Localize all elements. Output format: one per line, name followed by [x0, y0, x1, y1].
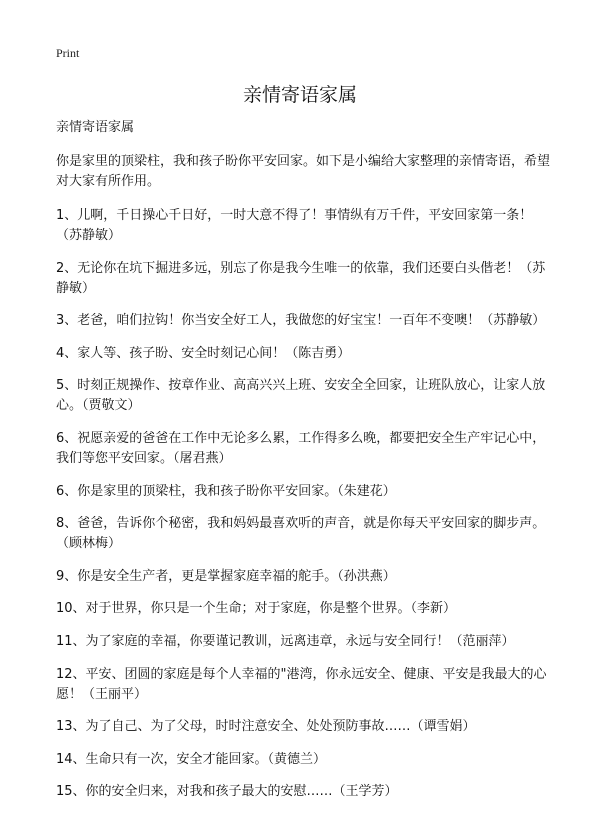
message-item: 14、生命只有一次，安全才能回家。（黄德兰）	[56, 751, 327, 767]
message-item: 6、你是家里的顶梁柱，我和孩子盼你平安回家。（朱建花）	[56, 483, 396, 499]
document-title: 亲情寄语家属	[242, 84, 357, 106]
intro-paragraph: 你是家里的顶梁柱，我和孩子盼你平安回家。如下是小编给大家整理的亲情寄语，希望对大家有所作用。	[56, 154, 551, 189]
message-item: 13、为了自己、为了父母，时时注意安全、处处预防事故……（谭雪娟）	[56, 719, 476, 735]
message-item: 12、平安、团圆的家庭是每个人幸福的"港湾，你永远安全、健康、平安是我最大的心愿！（王丽平）	[56, 666, 547, 702]
message-item: 6、祝愿亲爱的爸爸在工作中无论多么累，工作得多么晚，都要把安全生产牢记心中，我们等您平安回家。（屠君燕）	[56, 430, 546, 466]
message-item: 4、家人等、孩子盼、安全时刻记心间！（陈吉勇）	[56, 345, 351, 361]
message-item: 15、你的安全归来，对我和孩子最大的安慰……（王学芳）	[56, 784, 398, 800]
message-item: 5、时刻正规操作、按章作业、高高兴兴上班、安安全全回家，让班队放心，让家人放心。（贾敬文）	[56, 378, 546, 414]
print-label: Print	[56, 46, 80, 60]
message-item: 10、对于世界，你只是一个生命；对于家庭，你是整个世界。（李新）	[56, 601, 457, 617]
document-body	[56, 118, 550, 815]
message-item: 8、爸爸，告诉你个秘密，我和妈妈最喜欢听的声音，就是你每天平安回家的脚步声。（顾林梅）	[56, 516, 546, 552]
message-item: 3、老爸，咱们拉钩！你当安全好工人，我做您的好宝宝！一百年不变噢！（苏静敏）	[56, 313, 546, 329]
message-item: 9、你是安全生产者，更是掌握家庭幸福的舵手。（孙洪燕）	[56, 568, 396, 584]
message-item: 2、无论你在坑下掘进多远，别忘了你是我今生唯一的依靠，我们还要白头偕老！（苏静敏）	[56, 260, 546, 296]
message-item: 11、为了家庭的幸福，你要谨记教训，远离违章，永远与安全同行！（范丽萍）	[56, 633, 515, 649]
message-item: 1、儿啊，千日操心千日好，一时大意不得了！事情纵有万千件，平安回家第一条！（苏静敏）	[56, 208, 533, 243]
document-subtitle: 亲情寄语家属	[56, 120, 135, 135]
